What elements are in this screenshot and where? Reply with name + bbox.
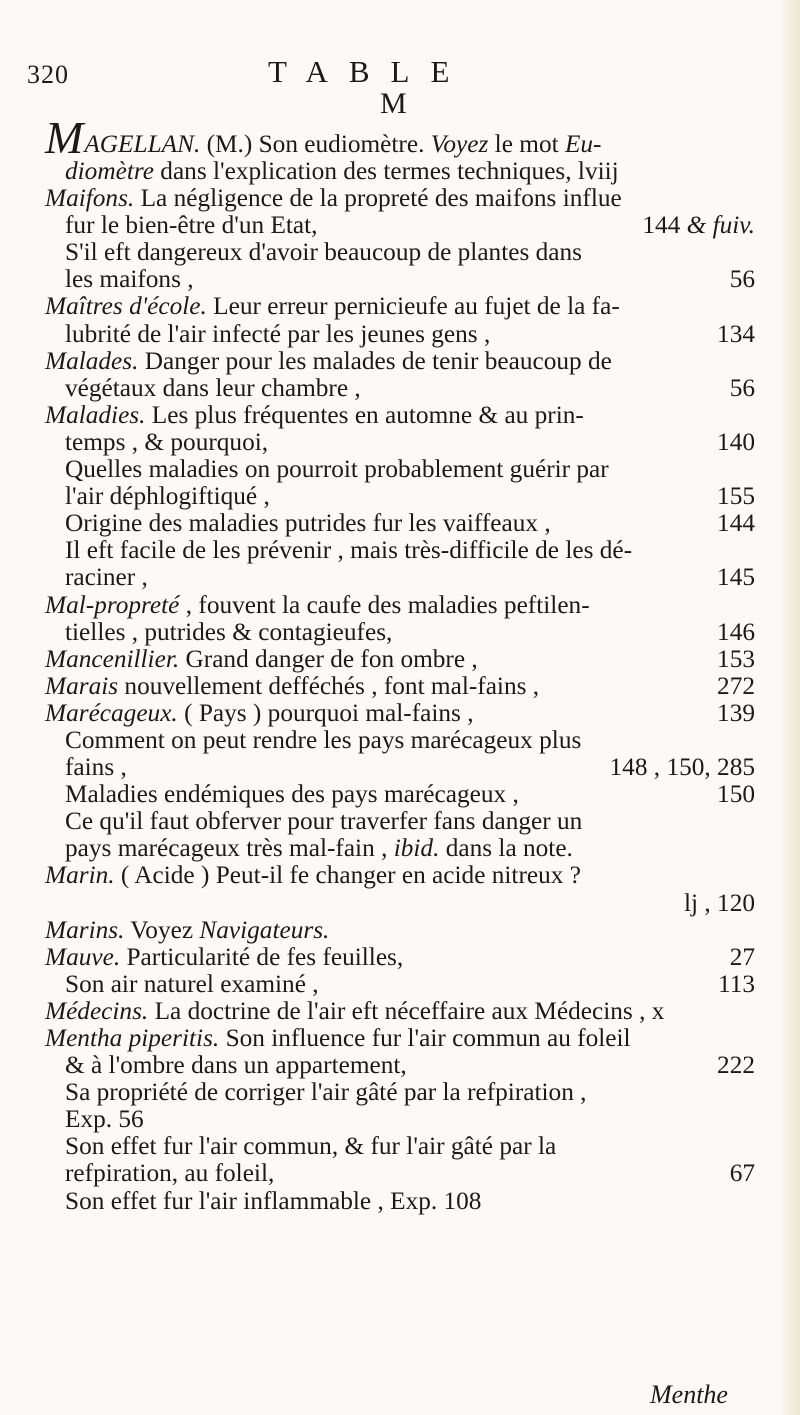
entry-text: , fouvent la caufe des maladies peftilen-: [179, 590, 590, 619]
entry-text: La doctrine de l'air eft néceffaire aux Médecins , x: [148, 996, 665, 1025]
page-reference: 140: [717, 427, 755, 456]
page-reference: 148 , 150, 285: [609, 753, 755, 782]
index-line: [45, 808, 755, 835]
entry-text: Son air naturel examiné ,: [65, 969, 319, 998]
entry-text: Maladies endémiques des pays marécageux ,: [65, 780, 519, 809]
entry-term: Mal-propreté: [45, 590, 180, 619]
index-line: [45, 537, 755, 564]
entry-text: Il eft facile de les prévenir , mais très-difficile de les dé-: [65, 536, 633, 565]
page-reference: 155: [717, 482, 755, 511]
index-line: [45, 646, 755, 673]
index-line: [45, 917, 755, 944]
entry-text: les maifons ,: [65, 265, 194, 294]
page-reference: 144 & fuiv.: [642, 211, 755, 240]
index-line: [45, 971, 755, 998]
index-line: [45, 402, 755, 429]
index-line: [45, 266, 755, 293]
entry-text: Les plus fréquentes en automne & au prin-: [145, 400, 584, 429]
index-line: [45, 185, 755, 212]
index-line: [45, 158, 755, 185]
entry-text: fains ,: [65, 753, 127, 782]
entry-text: ( Pays ) pourquoi mal-fains ,: [177, 698, 474, 727]
entry-text: S'il eft dangereux d'avoir beaucoup de plantes dans: [65, 238, 582, 267]
index-line: [45, 890, 755, 917]
entry-term: Mauve.: [45, 942, 121, 971]
drop-capital: M: [45, 112, 84, 163]
entry-text: raciner ,: [65, 563, 148, 592]
cross-reference: Voyez: [430, 129, 489, 158]
entry-term: Marin.: [45, 861, 115, 890]
page-reference: 145: [717, 563, 755, 592]
index-line: [45, 1160, 755, 1187]
index-line: [45, 835, 755, 862]
running-head: TABLE: [268, 54, 471, 89]
entry-term: Marécageux.: [45, 698, 178, 727]
entry-text: Comment on peut rendre les pays marécageux plus: [65, 725, 582, 754]
entry-text: Son effet fur l'air commun, & fur l'air gâté par la: [65, 1132, 557, 1161]
page-reference: 272: [717, 671, 755, 700]
entry-term: Marins.: [45, 915, 125, 944]
page-reference: 113: [717, 969, 755, 998]
entry-text: Sa propriété de corriger l'air gâté par la refpiration ,: [65, 1078, 587, 1107]
entry-text: Danger pour les malades de tenir beaucoup de: [138, 346, 612, 375]
entry-text: La négligence de la propreté des maifons influe: [134, 184, 622, 213]
entry-text: tielles , putrides & contagieufes,: [65, 617, 393, 646]
index-line: [45, 1106, 755, 1133]
page-reference: 150: [717, 780, 755, 809]
entry-text: Grand danger de fon ombre ,: [179, 644, 478, 673]
page-reference: 134: [717, 319, 755, 348]
index-line: [45, 293, 755, 320]
index-line: [45, 239, 755, 266]
cross-reference: diomètre: [65, 157, 154, 185]
index-line: [45, 754, 755, 781]
page-reference: 144: [717, 509, 755, 538]
index-line: [45, 727, 755, 754]
entry-text: fur le bien-être d'un Etat,: [65, 211, 318, 240]
entry-term: Maîtres d'école.: [45, 292, 207, 321]
entry-text: Son effet fur l'air inflammable , Exp. 108: [65, 1186, 482, 1215]
index-line: [45, 1133, 755, 1160]
entry-text: Quelles maladies on pourroit probablement guérir par: [65, 455, 609, 484]
index-line: [45, 564, 755, 591]
entry-text: Leur erreur pernicieufe au fujet de la fa-: [206, 292, 620, 321]
cross-reference: Eu-: [564, 129, 602, 158]
catchword: Menthe: [650, 1380, 728, 1409]
entry-text: le mot: [488, 129, 565, 158]
index-line: [45, 483, 755, 510]
entry-term: Médecins.: [45, 996, 149, 1025]
index-line: [45, 1188, 755, 1215]
index-line: [45, 112, 755, 163]
page-reference: 67: [729, 1159, 755, 1188]
index-line: [45, 673, 755, 700]
entry-text: dans la note.: [439, 834, 573, 863]
index-line: [45, 998, 755, 1025]
entry-text: lubrité de l'air infecté par les jeunes gens ,: [65, 319, 491, 348]
entry-text: Son influence fur l'air commun au foleil: [219, 1024, 631, 1052]
page-edge-shading: [778, 0, 800, 1415]
index-line: [45, 781, 755, 808]
entry-term: AGELLAN.: [84, 129, 201, 158]
entry-text: Ce qu'il faut obferver pour traverfer fans danger un: [65, 807, 583, 836]
entry-term: Malades.: [45, 346, 139, 375]
index-line: [45, 1025, 755, 1052]
page-reference: 146: [717, 617, 755, 646]
entry-term: Maladies.: [45, 400, 146, 429]
index-line: [45, 510, 755, 537]
index-line: [45, 429, 755, 456]
entry-text: Voyez: [124, 915, 200, 944]
entry-text: l'air déphlogiftiqué ,: [65, 482, 270, 511]
entry-text: (M.) Son eudiomètre.: [200, 129, 431, 158]
entry-term: Mancenillier.: [45, 644, 180, 673]
page-reference: 56: [729, 373, 755, 402]
entry-text: dans l'explication des termes techniques, lviij: [153, 157, 619, 185]
page-reference: lj , 120: [684, 888, 755, 917]
page-reference: 27: [729, 942, 755, 971]
index-line: [45, 862, 755, 889]
index-line: [45, 619, 755, 646]
index-line: [45, 321, 755, 348]
page-reference: 56: [729, 265, 755, 294]
index-line: [45, 1052, 755, 1079]
entry-text: Particularité de fes feuilles,: [120, 942, 404, 971]
index-line: [45, 700, 755, 727]
index-line: [45, 592, 755, 619]
entry-term: Marais: [45, 671, 119, 700]
section-letter: M: [380, 87, 407, 120]
entry-text: pays marécageux très mal-fain ,: [65, 834, 394, 863]
entry-text: temps , & pourquoi,: [65, 427, 269, 456]
entry-term: Maifons.: [45, 184, 135, 213]
index-line: [45, 212, 755, 239]
index-line: [45, 456, 755, 483]
entry-text: végétaux dans leur chambre ,: [65, 373, 361, 402]
page-reference: 222: [717, 1051, 755, 1080]
page-number: 320: [27, 60, 69, 89]
index-line: [45, 348, 755, 375]
page-reference: 139: [717, 698, 755, 727]
entry-text: nouvellement defféchés , font mal-fains ,: [118, 671, 540, 700]
index-entries: [45, 112, 755, 1215]
index-line: [45, 944, 755, 971]
entry-text: ( Acide ) Peut-il fe changer en acide nitreux ?: [114, 861, 581, 890]
page-reference: 153: [717, 644, 755, 673]
entry-text: & à l'ombre dans un appartement,: [65, 1051, 407, 1080]
entry-text: Exp. 56: [65, 1105, 144, 1134]
entry-text: Origine des maladies putrides fur les vaiffeaux ,: [65, 509, 551, 538]
index-line: [45, 1079, 755, 1106]
index-line: [45, 375, 755, 402]
ibid-reference: ibid.: [393, 834, 440, 863]
entry-text: refpiration, au foleil,: [65, 1159, 275, 1188]
entry-term: Mentha piperitis.: [45, 1024, 220, 1052]
cross-reference: Navigateurs.: [199, 915, 330, 944]
